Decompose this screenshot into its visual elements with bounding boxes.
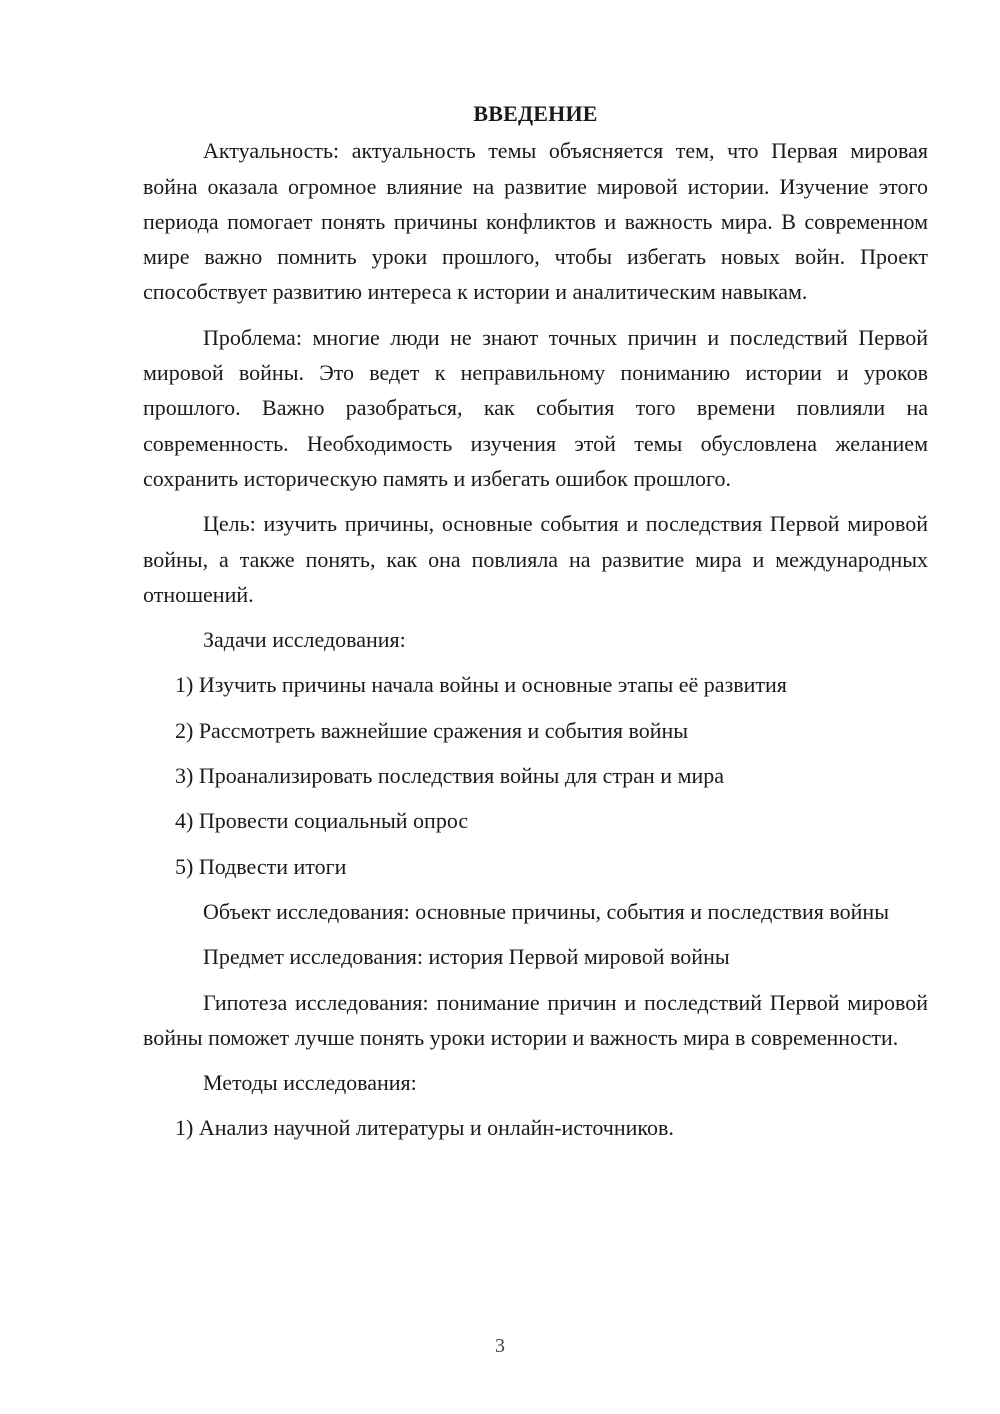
- tasks-heading: Задачи исследования:: [203, 627, 406, 653]
- object-paragraph: Объект исследования: основные причины, события и последствия войны: [203, 898, 889, 924]
- page-content: [143, 96, 928, 1156]
- task-item: 2) Рассмотреть важнейшие сражения и события войны: [175, 717, 689, 743]
- methods-heading: Методы исследования:: [203, 1070, 417, 1096]
- task-item: 3) Проанализировать последствия войны для стран и мира: [175, 763, 725, 789]
- task-item: 4) Провести социальный опрос: [175, 808, 469, 834]
- subject-paragraph: Предмет исследования: история Первой мировой войны: [203, 944, 730, 970]
- section-title: ВВЕДЕНИЕ: [473, 101, 598, 126]
- task-item: 5) Подвести итоги: [175, 853, 347, 879]
- hypothesis-paragraph: Гипотеза исследования: понимание причин и последствий Первой мировой войны поможет лучше понять уроки истории и важность мира в современности.: [143, 989, 928, 1050]
- relevance-paragraph: Актуальность: актуальность темы объясняется тем, что Первая мировая война оказала огромное влияние на развитие мировой истории. Изучение этого периода помогает понять причины конфликтов и важность мира. В современном мире важно помнить уроки прошлого, чтобы избегать новых войн. Проект способствует развитию интереса к истории и аналитическим навыкам.: [143, 138, 928, 305]
- page-number: 3: [495, 1335, 505, 1357]
- task-item: 1) Изучить причины начала войны и основные этапы её развития: [175, 672, 787, 698]
- goal-paragraph: Цель: изучить причины, основные события и последствия Первой мировой войны, а также понять, как она повлияла на развитие мира и международных отношений.: [143, 511, 928, 607]
- method-item: 1) Анализ научной литературы и онлайн-источников.: [175, 1115, 674, 1141]
- problem-paragraph: Проблема: многие люди не знают точных причин и последствий Первой мировой войны. Это ведет к неправильному пониманию истории и уроков прошлого. Важно разобраться, как события того времени повлияли на современность. Необходимость изучения этой темы обусловлена желанием сохранить историческую память и избегать ошибок прошлого.: [143, 324, 928, 491]
